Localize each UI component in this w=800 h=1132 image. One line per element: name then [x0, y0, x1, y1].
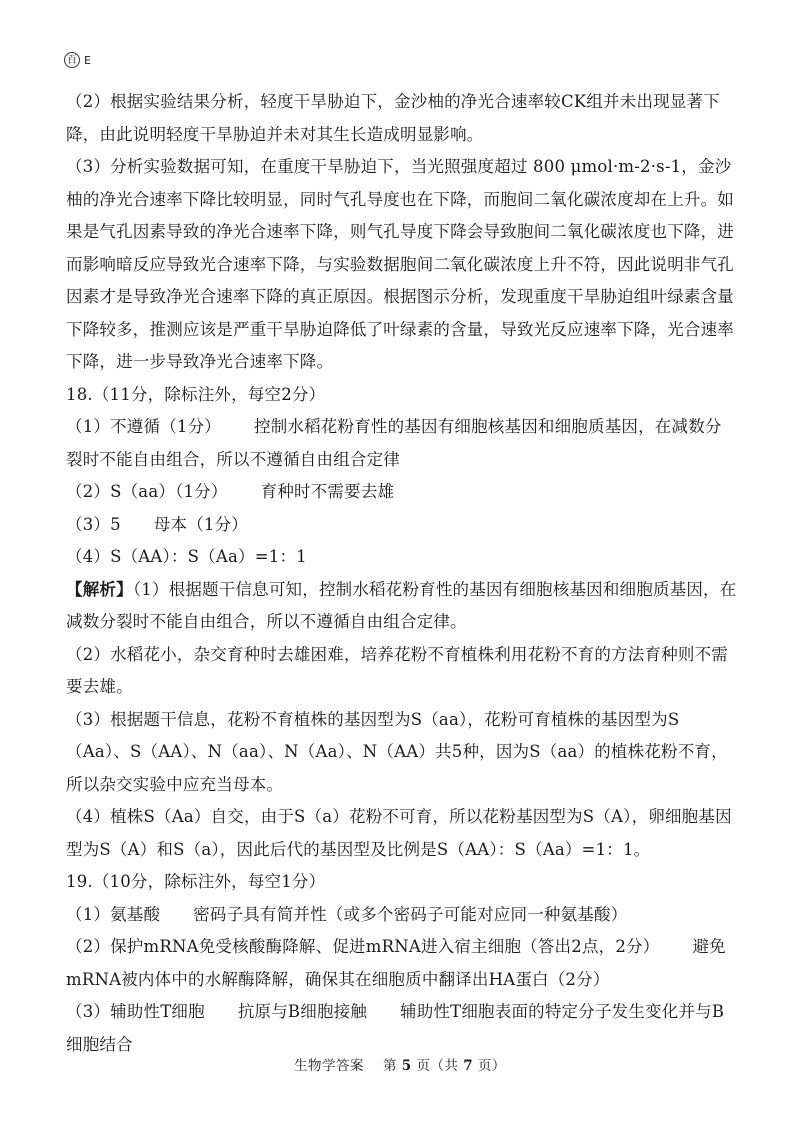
q19-title: 19.（10分，除标注外，每空1分）	[66, 872, 326, 891]
q18-analysis-4: （4）植株S（Aa）自交，由于S（a）花粉不可育，所以花粉基因型为S（A），卵细胞基因型为S（A）和S（a），因此后代的基因型及比例是S（AA）：S（Aa）=1：1。	[66, 807, 732, 859]
analysis-tag: 【解析】	[66, 579, 133, 599]
q18-ex1-text: （1）根据题干信息可知，控制水稻花粉育性的基因有细胞核基因和细胞质基因，在减数分裂时不能自由组合，所以不遵循自由组合定律。	[66, 579, 737, 631]
footer-page-number: 5	[401, 1058, 412, 1074]
q18-analysis-2: （2）水稻花小，杂交育种时去雄困难，培养花粉不育植株利用花粉不育的方法育种则不需要去雄。	[66, 644, 728, 696]
q18-a3-label: （3）5	[66, 514, 121, 534]
q18-answer-1	[66, 411, 738, 476]
q18-a1-label: （1）不遵循（1分）	[66, 417, 221, 436]
q19-a3-label: （3）辅助性T细胞	[66, 1002, 205, 1021]
q19-a2-text: 避免mRNA被内体中的水解酶降解，确保其在细胞质中翻译出HA蛋白（2分）	[66, 937, 726, 989]
q19-a3-mid: 抗原与B细胞接触	[237, 1002, 368, 1021]
q18-title: 18.（11分，除标注外，每空2分）	[66, 384, 326, 404]
q19-a1-text: 密码子具有简并性（或多个密码子可能对应同一种氨基酸）	[193, 904, 628, 924]
q17-answer-2: （2）根据实验结果分析，轻度干旱胁迫下，金沙柚的净光合速率较CK组并未出现显著下降，由此说明轻度干旱胁迫并未对其生长造成明显影响。	[66, 92, 720, 144]
footer-page-mid: 页（共	[416, 1058, 459, 1074]
page-footer	[0, 1054, 800, 1074]
publisher-logo	[64, 52, 91, 68]
q18-a2-label: （2）S（aa）（1分）	[66, 482, 228, 501]
q19-answer-1	[66, 899, 738, 932]
footer-subject: 生物学答案	[294, 1058, 365, 1074]
q18-answer-3	[66, 509, 738, 542]
q19-a2-label: （2）保护mRNA免受核酸酶降解、促进mRNA进入宿主细胞（答出2点，2分）	[66, 937, 660, 956]
q18-answer-4: （4）S（AA）：S（Aa）=1：1	[66, 547, 307, 566]
q18-a2-text: 育种时不需要去雄	[260, 482, 395, 501]
footer-page-prefix: 第	[382, 1058, 397, 1074]
q18-a1-text: 控制水稻花粉育性的基因有细胞核基因和细胞质基因，在减数分裂时不能自由组合，所以不遵循自由组合定律	[66, 417, 722, 469]
logo-letter: E	[84, 53, 91, 67]
q18-analysis-1	[66, 574, 738, 639]
q18-a3-text: 母本（1分）	[153, 514, 248, 534]
q19-answer-3	[66, 996, 738, 1061]
q18-analysis-3: （3）根据题干信息，花粉不育植株的基因型为S（aa），花粉可育植株的基因型为S（Aa）、S（AA）、N（aa）、N（Aa）、N（AA）共5种，因为S（aa）的植株花粉不育，所以杂交实验中应充当母本。	[66, 709, 728, 794]
q19-a1-label: （1）氨基酸	[66, 904, 161, 924]
logo-mark: 百	[64, 52, 80, 68]
answer-content	[66, 86, 738, 1061]
q19-answer-2	[66, 931, 738, 996]
footer-total-pages: 7	[463, 1058, 474, 1074]
footer-page-suffix: 页）	[477, 1058, 506, 1074]
q17-answer-3: （3）分析实验数据可知，在重度干旱胁迫下，当光照强度超过 800 μmol·m-2·s-1，金沙柚的净光合速率下降比较明显，同时气孔导度也在下降，而胞间二氧化碳浓度却在上升。如果是气孔因素导致的净光合速率下降，则气孔导度下降会导致胞间二氧化碳浓度也下降，进而影响暗反应导致光合速率下降，与实验数据胞间二氧化碳浓度上升不符，因此说明非气孔因素才是导致净光合速率下降的真正原因。根据图示分析，发现重度干旱胁迫组叶绿素含量下降较多，推测应该是严重干旱胁迫降低了叶绿素的含量，导致光反应速率下降，光合速率下降，进一步导致净光合速率下降。	[66, 157, 734, 371]
q18-answer-2	[66, 476, 738, 509]
q19-a3-text: 辅助性T细胞表面的特定分子发生变化并与B细胞结合	[66, 1002, 725, 1054]
